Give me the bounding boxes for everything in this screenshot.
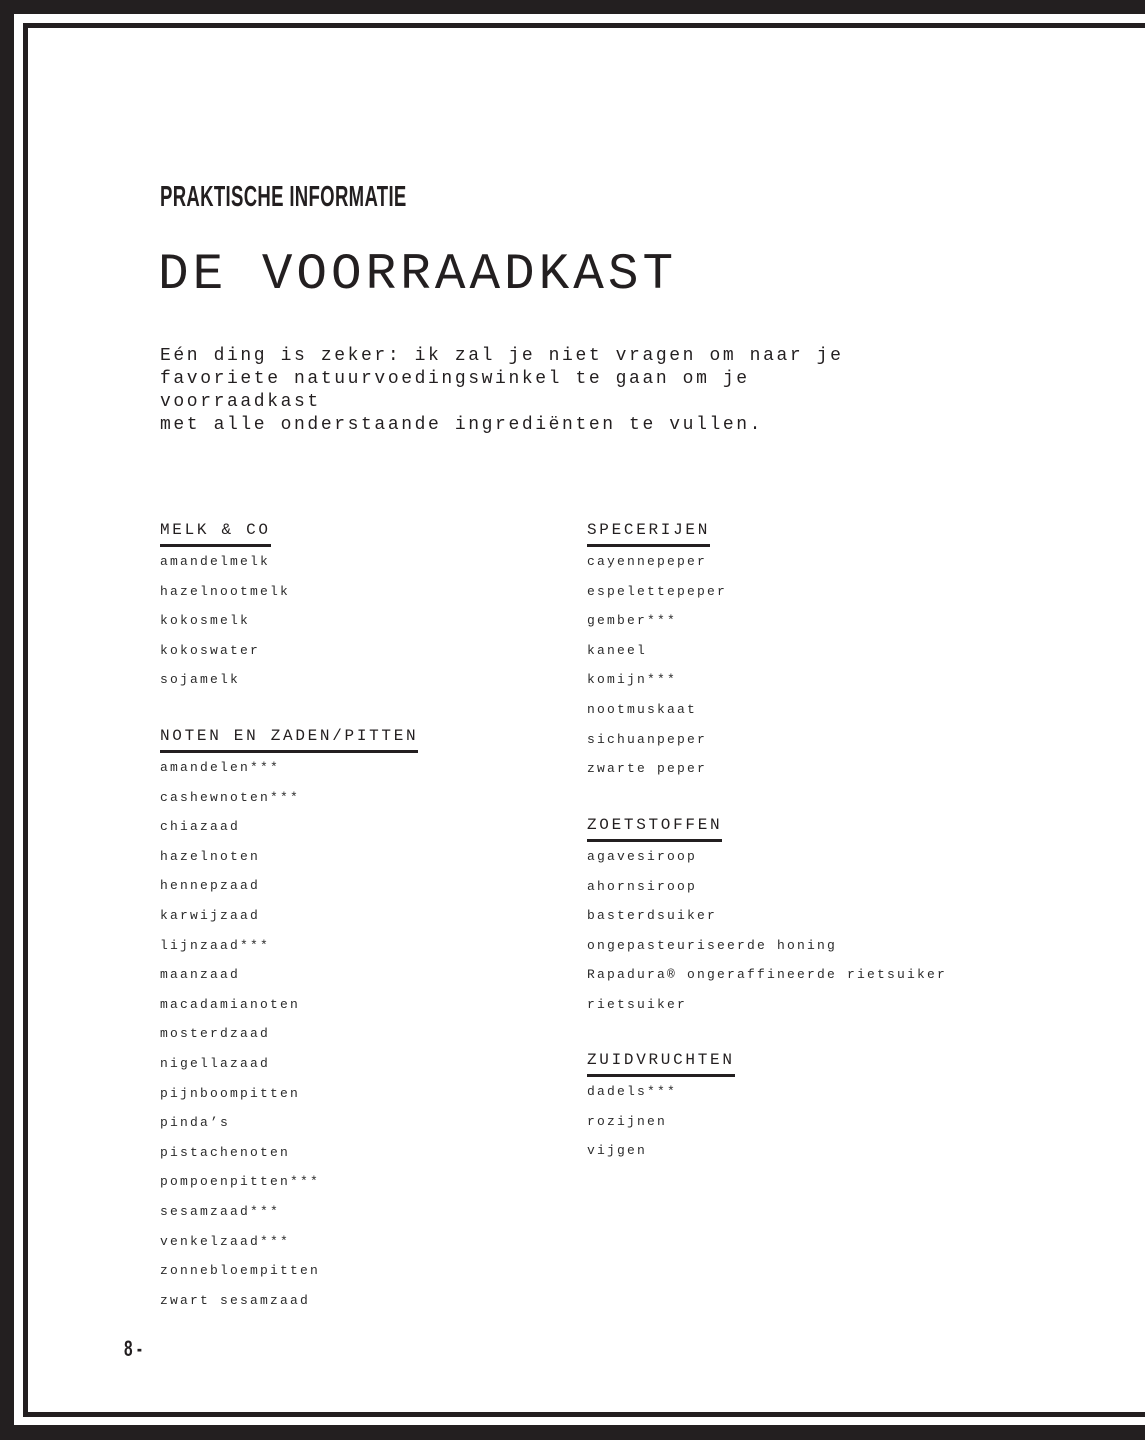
section-heading: MELK & CO (160, 520, 271, 547)
page-number: 8 - (124, 1336, 142, 1361)
ingredient-item: chiazaad (160, 819, 241, 835)
section-specerijen (587, 520, 727, 784)
section-noten-zaden (160, 726, 418, 1315)
section-kicker: PRAKTISCHE INFORMATIE (160, 181, 407, 213)
ingredient-item: lijnzaad*** (160, 937, 271, 953)
ingredient-item: sesamzaad*** (160, 1203, 281, 1219)
ingredient-item: gember*** (587, 613, 678, 629)
section-heading: ZUIDVRUCHTEN (587, 1050, 735, 1077)
ingredient-list (160, 547, 290, 695)
ingredient-item: amandelmelk (160, 554, 271, 569)
ingredient-item: cashewnoten*** (160, 789, 301, 805)
ingredient-list (587, 842, 947, 1020)
ingredient-item: mosterdzaad (160, 1026, 271, 1042)
ingredient-item: pinda’s (160, 1115, 231, 1131)
ingredient-item: venkelzaad*** (160, 1233, 291, 1249)
ingredient-item: Rapadura® ongeraffineerde rietsuiker (587, 967, 948, 983)
ingredient-item: zwart sesamzaad (160, 1292, 311, 1308)
ingredient-item: kokoswater (160, 642, 261, 658)
ingredient-item: sichuanpeper (587, 731, 708, 747)
ingredient-item: espelettepeper (587, 583, 728, 599)
ingredient-item: ongepasteuriseerde honing (587, 937, 838, 953)
ingredient-item: zwarte peper (587, 761, 708, 777)
intro-paragraph: Eén ding is zeker: ik zal je niet vragen om naar je favoriete natuurvoedingswinkel te gaan om je voorraadkast met alle onderstaande ingrediënten te vullen. (160, 346, 844, 435)
ingredient-item: vijgen (587, 1143, 648, 1159)
ingredient-item: karwijzaad (160, 907, 261, 923)
ingredient-list (587, 1077, 735, 1166)
ingredient-item: rietsuiker (587, 996, 688, 1012)
ingredient-item: rozijnen (587, 1113, 668, 1129)
section-heading: ZOETSTOFFEN (587, 815, 722, 842)
section-zoetstoffen (587, 815, 947, 1020)
ingredient-list (160, 753, 418, 1315)
section-heading: SPECERIJEN (587, 520, 710, 547)
page-title: DE VOORRAADKAST (158, 247, 678, 304)
ingredient-item: komijn*** (587, 672, 678, 688)
ingredient-item: basterdsuiker (587, 908, 718, 924)
section-heading: NOTEN EN ZADEN/PITTEN (160, 726, 418, 753)
ingredient-item: maanzaad (160, 967, 241, 983)
ingredient-item: amandelen*** (160, 760, 281, 775)
ingredient-item: pijnboompitten (160, 1085, 301, 1101)
ingredient-item: nigellazaad (160, 1055, 271, 1071)
ingredient-item: hazelnootmelk (160, 583, 291, 599)
section-zuidvruchten (587, 1050, 735, 1166)
ingredient-item: hazelnoten (160, 848, 261, 864)
ingredient-item: kaneel (587, 642, 648, 658)
ingredient-item: agavesiroop (587, 849, 698, 864)
ingredient-list (587, 547, 727, 784)
ingredient-item: macadamianoten (160, 996, 301, 1012)
section-melk-co (160, 520, 290, 695)
ingredient-item: dadels*** (587, 1084, 678, 1099)
ingredient-item: cayennepeper (587, 554, 708, 569)
ingredient-item: zonnebloempitten (160, 1263, 321, 1279)
ingredient-item: hennepzaad (160, 878, 261, 894)
ingredient-item: nootmuskaat (587, 701, 698, 717)
ingredient-item: pistachenoten (160, 1144, 291, 1160)
ingredient-item: kokosmelk (160, 613, 251, 629)
ingredient-item: sojamelk (160, 672, 241, 688)
ingredient-item: ahornsiroop (587, 878, 698, 894)
ingredient-item: pompoenpitten*** (160, 1174, 321, 1190)
